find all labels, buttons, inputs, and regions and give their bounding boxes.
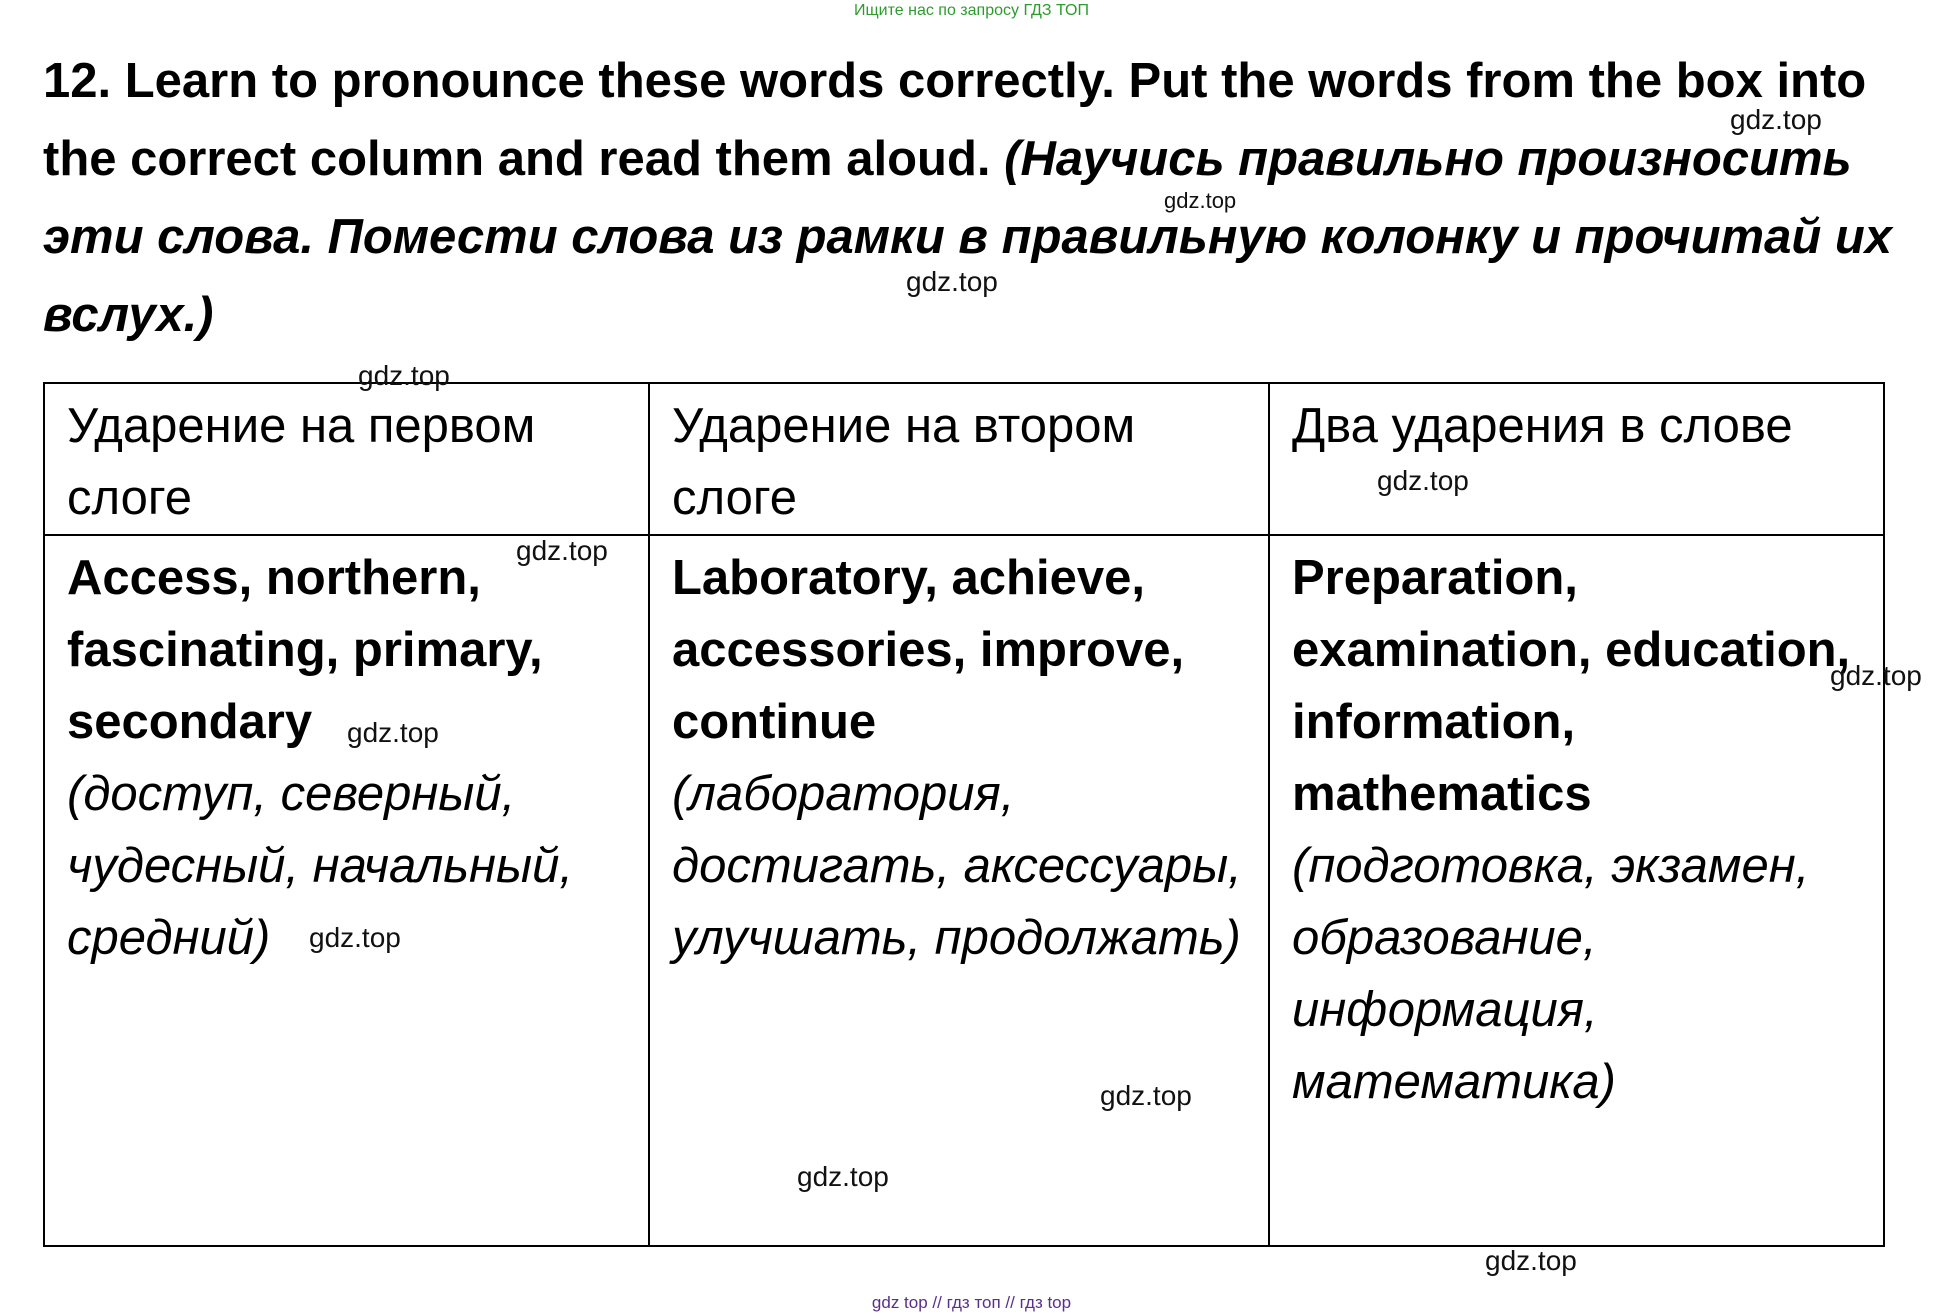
words-second-syllable: Laboratory, achieve, accessories, improve, continue [672,551,1185,749]
watermark: gdz.top [1730,104,1822,135]
words-two-stresses: Preparation, examination, education, information, mathematics [1292,551,1851,821]
watermark: gdz.top [358,360,450,391]
watermark: gdz.top [1377,465,1469,496]
header-second-syllable: Ударение на втором слоге [649,383,1269,535]
translation-first-syllable: (доступ, северный, чудесный, начальный, средний) [67,767,573,965]
words-table [43,382,1885,1247]
watermark: gdz.top [797,1161,889,1192]
task-heading [43,42,1903,354]
table-header-row [44,383,1884,535]
cell-first-syllable [44,535,649,1246]
watermark: gdz.top [906,266,998,297]
watermark: gdz.top [1830,660,1922,691]
watermark: gdz.top [516,535,608,566]
translation-two-stresses: (подготовка, экзамен, образование, информация, математика) [1292,839,1810,1109]
watermark: gdz.top [1100,1080,1192,1111]
translation-second-syllable: (лаборатория, достигать, аксессуары, улучшать, продолжать) [672,767,1242,965]
header-two-stresses: Два ударения в слове [1269,383,1884,535]
words-first-syllable: Access, northern, fascinating, primary, secondary [67,551,543,749]
watermark: gdz.top [347,717,439,748]
footer: gdz top // гдз топ // гдз top [871,1293,1072,1312]
cell-two-stresses [1269,535,1884,1246]
header-first-syllable: Ударение на первом слоге [44,383,649,535]
table-row [44,535,1884,1246]
cell-second-syllable [649,535,1269,1246]
task-english: 12. Learn to pronounce these words correctly. Put the words from the box into the correct column and read them aloud. [43,54,1867,186]
task-russian: (Научись правильно произносить эти слова. Помести слова из рамки в правильную колонку и прочитай их вслух.) [43,132,1893,342]
watermark: gdz.top [1164,188,1237,213]
watermark: gdz.top [1485,1245,1577,1276]
watermark: gdz.top [309,922,401,953]
top-banner: Ищите нас по запросу ГДЗ ТОП [854,2,1089,19]
